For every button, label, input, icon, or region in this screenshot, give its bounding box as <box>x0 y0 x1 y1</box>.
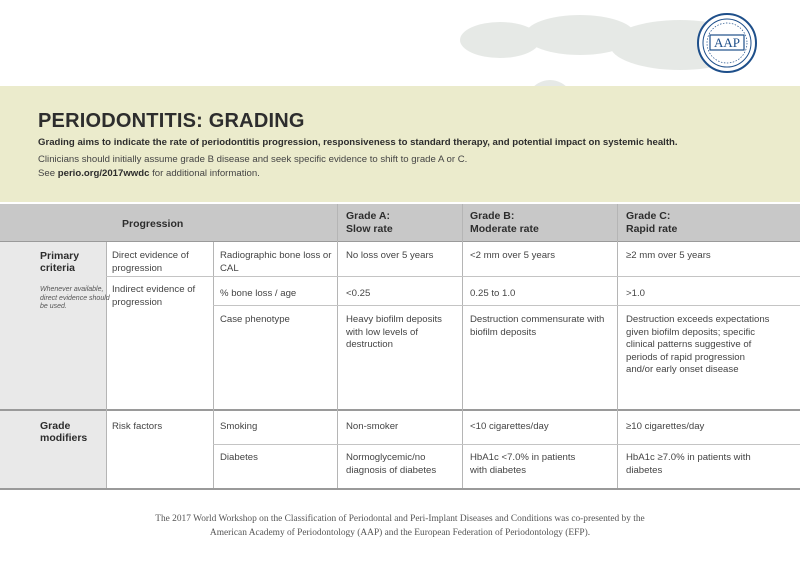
cell-radiographic-b: <2 mm over 5 years <box>470 250 556 261</box>
cell-radiographic-c: ≥2 mm over 5 years <box>626 250 711 261</box>
cell-smoking-b: <10 cigarettes/day <box>470 421 549 432</box>
grading-table <box>0 204 800 488</box>
cell-bone-loss-c: >1.0 <box>626 288 645 299</box>
row-header-grade-modifiers: Grade modifiers <box>40 420 88 444</box>
aap-logo <box>696 12 758 74</box>
cell-phenotype-c: Destruction exceeds expectations given biofilm deposits; specific clinical patterns suggestive of periods of rapid progression and/or early onset disease <box>626 314 770 375</box>
cell-phenotype-a: Heavy biofilm deposits with low levels of destruction <box>346 314 442 350</box>
cell-diabetes-a: Normoglycemic/no diagnosis of diabetes <box>346 452 437 476</box>
cell-phenotype-b: Destruction commensurate with biofilm deposits <box>470 314 605 338</box>
primary-criteria-note: Whenever available, direct evidence should be used. <box>40 286 110 310</box>
header-note: Clinicians should initially assume grade B disease and seek specific evidence to shift to grade A or C. <box>38 154 468 165</box>
measure-radiographic: Radiographic bone loss or CAL <box>220 250 332 274</box>
column-header-grade-a: Grade A: Slow rate <box>346 210 393 235</box>
perio-link[interactable]: perio.org/2017wwdc <box>57 168 150 179</box>
logo-text: AAP <box>713 35 741 50</box>
table-header-row <box>0 204 800 242</box>
cell-diabetes-b: HbA1c <7.0% in patients with diabetes <box>470 452 576 476</box>
measure-diabetes: Diabetes <box>220 452 258 463</box>
direct-evidence-label: Direct evidence of progression <box>112 250 189 274</box>
header-link-note: See perio.org/2017wwdc for additional information. <box>38 168 260 179</box>
column-header-progression: Progression <box>122 218 184 230</box>
cell-bone-loss-b: 0.25 to 1.0 <box>470 288 516 299</box>
measure-smoking: Smoking <box>220 421 258 432</box>
cell-radiographic-a: No loss over 5 years <box>346 250 434 261</box>
measure-case-phenotype: Case phenotype <box>220 314 290 325</box>
cell-bone-loss-a: <0.25 <box>346 288 371 299</box>
cell-smoking-a: Non-smoker <box>346 421 399 432</box>
page-subtitle: Grading aims to indicate the rate of periodontitis progression, responsiveness to standard therapy, and potential impact on systemic health. <box>38 137 678 148</box>
page-title: PERIODONTITIS: GRADING <box>38 110 305 132</box>
row-header-primary-criteria: Primary criteria <box>40 250 80 274</box>
measure-bone-loss-age: % bone loss / age <box>220 288 297 299</box>
column-header-grade-b: Grade B: Moderate rate <box>470 210 539 235</box>
column-header-grade-c: Grade C: Rapid rate <box>626 210 678 235</box>
indirect-evidence-label: Indirect evidence of progression <box>112 284 196 308</box>
cell-diabetes-c: HbA1c ≥7.0% in patients with diabetes <box>626 452 751 476</box>
risk-factors-label: Risk factors <box>112 421 163 432</box>
cell-smoking-c: ≥10 cigarettes/day <box>626 421 705 432</box>
footer-credit: The 2017 World Workshop on the Classification of Periodontal and Peri-Implant Diseases and Conditions was co-presented by the American Academy of Periodontology (AAP) and the European Federation of Periodontology (EFP). <box>155 514 645 538</box>
